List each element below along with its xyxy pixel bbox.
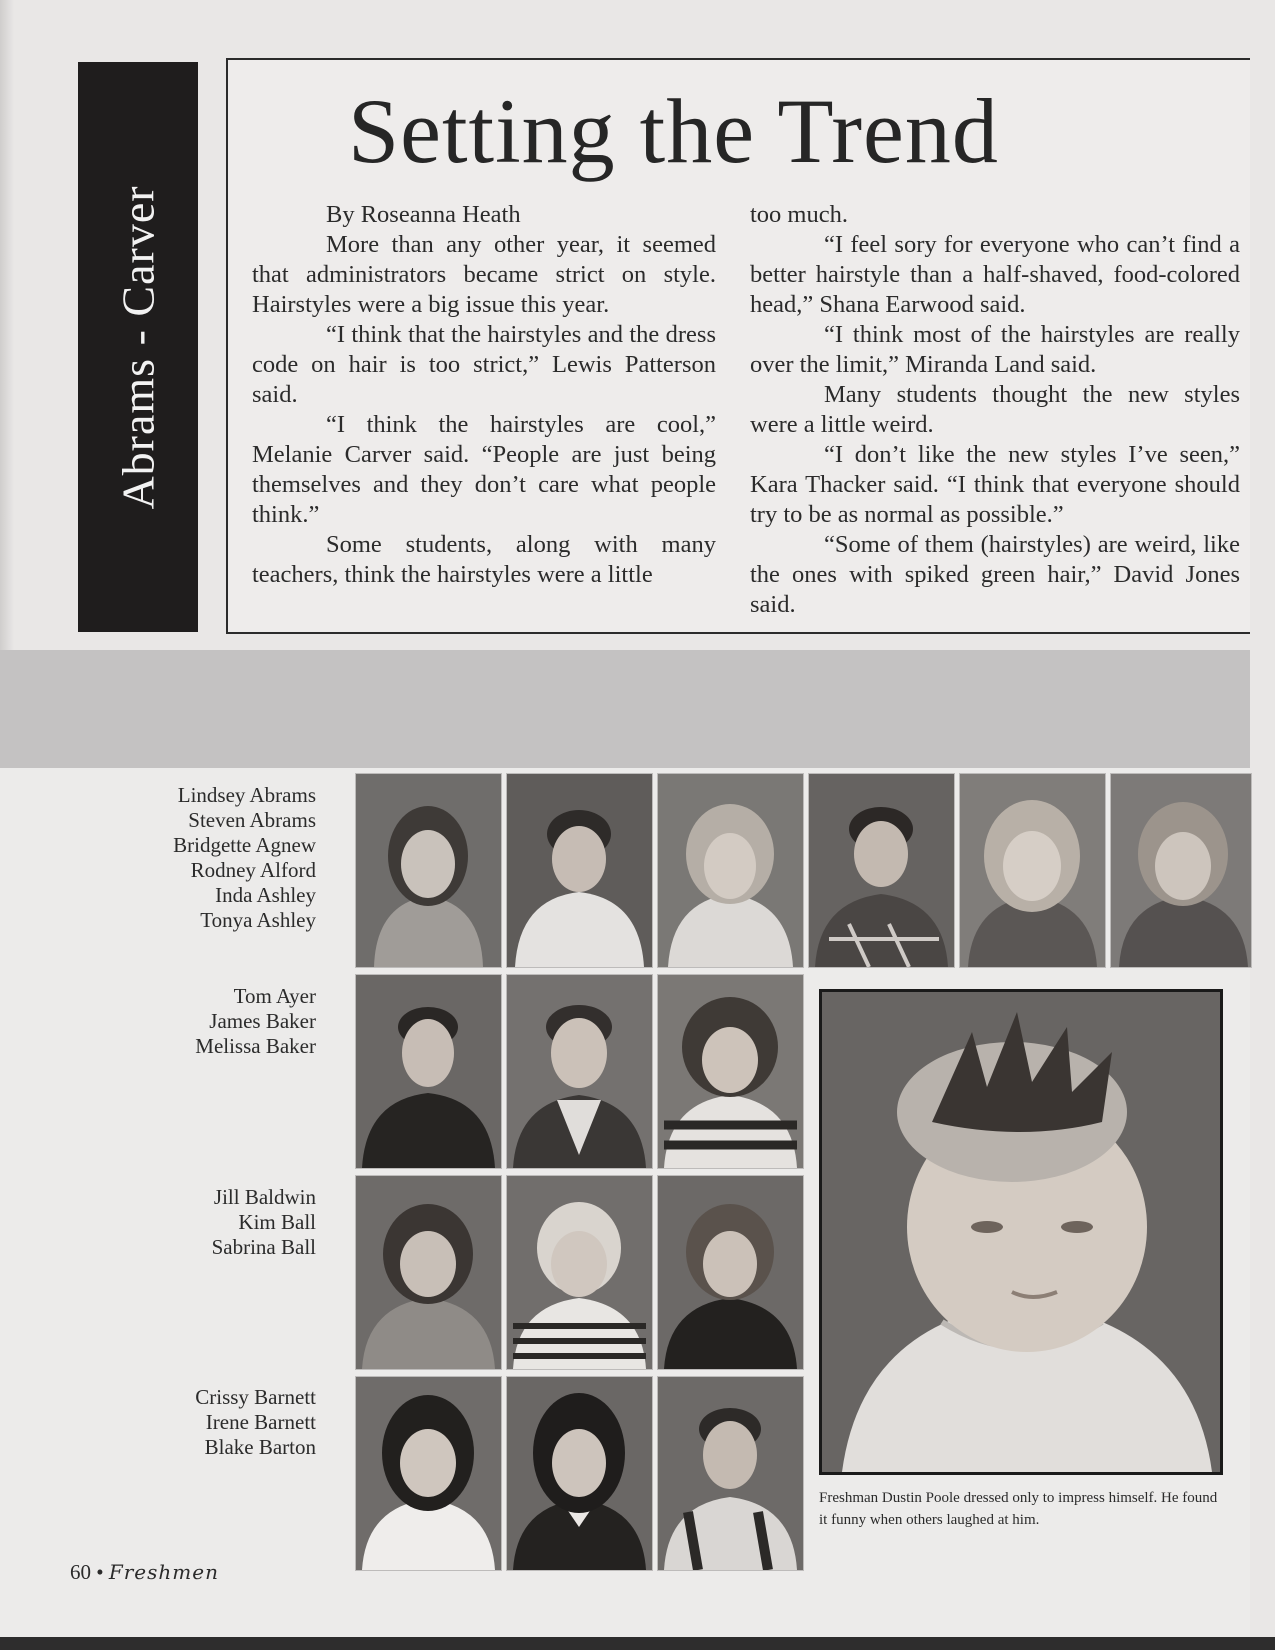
student-name: Inda Ashley [215, 883, 316, 907]
student-name: James Baker [209, 1009, 316, 1033]
student-name: Irene Barnett [205, 1410, 316, 1434]
photo-caption: Freshman Dustin Poole dressed only to impress himself. He found it funny when others laughed at him. [819, 1490, 1218, 1528]
story-paragraph: More than any other year, it seemed that administrators became strict on style. Hairstyles were a big issue this year. [252, 231, 716, 318]
story-paragraph: Some students, along with many teachers, think the hairstyles were a little [252, 531, 716, 588]
story-column-left [252, 200, 716, 590]
story-byline: By Roseanna Heath [326, 201, 521, 228]
story-paragraph: Many students thought the new styles were a little weird. [750, 381, 1240, 438]
story-paragraph: “I think that the hairstyles and the dress code on hair is too strict,” Lewis Patterson said. [252, 321, 716, 408]
name-list-row-4 [66, 1385, 316, 1460]
story-paragraph: “I think most of the hairstyles are really over the limit,” Miranda Land said. [750, 321, 1240, 378]
section-name: Freshmen [108, 1560, 219, 1584]
name-list-row-3 [66, 1185, 316, 1260]
student-name: Tom Ayer [233, 984, 316, 1008]
student-name: Sabrina Ball [211, 1235, 316, 1259]
student-name: Melissa Baker [195, 1034, 316, 1058]
name-list-row-2 [66, 984, 316, 1059]
page-folio [70, 1560, 219, 1585]
feature-story [226, 58, 1250, 634]
decorative-band [0, 650, 1250, 768]
story-headline: Setting the Trend [348, 80, 999, 182]
student-name: Lindsey Abrams [177, 783, 316, 807]
student-name: Blake Barton [204, 1435, 316, 1459]
student-portrait [657, 1175, 804, 1370]
student-name: Kim Ball [238, 1210, 316, 1234]
section-tab [78, 62, 198, 632]
story-paragraph: too much. [750, 201, 848, 228]
student-name: Bridgette Agnew [173, 833, 316, 857]
student-portrait [959, 773, 1106, 968]
student-portrait [506, 773, 653, 968]
student-portrait [1110, 773, 1252, 968]
feature-photo [819, 989, 1223, 1475]
story-paragraph: “I don’t like the new styles I’ve seen,” Kara Thacker said. “I think that everyone should try to be as normal as possible.” [750, 441, 1240, 528]
student-portrait [355, 1175, 502, 1370]
story-paragraph: “I feel sory for everyone who can’t find a better hairstyle than a half-shaved, food-colored head,” Shana Earwood said. [750, 231, 1240, 318]
section-tab-label: Abrams - Carver [112, 184, 164, 510]
student-portrait [657, 773, 804, 968]
student-portrait [355, 974, 502, 1169]
student-name: Steven Abrams [188, 808, 316, 832]
story-column-right [750, 200, 1240, 620]
student-portrait [506, 1175, 653, 1370]
student-portrait [355, 773, 502, 968]
student-name: Crissy Barnett [195, 1385, 316, 1409]
story-paragraph: “Some of them (hairstyles) are weird, like the ones with spiked green hair,” David Jones said. [750, 531, 1240, 618]
student-name: Rodney Alford [190, 858, 316, 882]
name-list-row-1 [66, 783, 316, 933]
student-name: Tonya Ashley [200, 908, 316, 932]
student-name: Jill Baldwin [213, 1185, 316, 1209]
student-portrait [657, 974, 804, 1169]
page-number: 60 [70, 1560, 91, 1584]
folio-separator: • [96, 1560, 104, 1584]
story-paragraph: “I think the hairstyles are cool,” Melanie Carver said. “People are just being themselves and they don’t care what people think.” [252, 411, 716, 528]
page-bottom-edge [0, 1637, 1275, 1650]
student-portrait [506, 1376, 653, 1571]
student-portrait [506, 974, 653, 1169]
student-portrait [657, 1376, 804, 1571]
student-portrait [355, 1376, 502, 1571]
student-portrait [808, 773, 955, 968]
